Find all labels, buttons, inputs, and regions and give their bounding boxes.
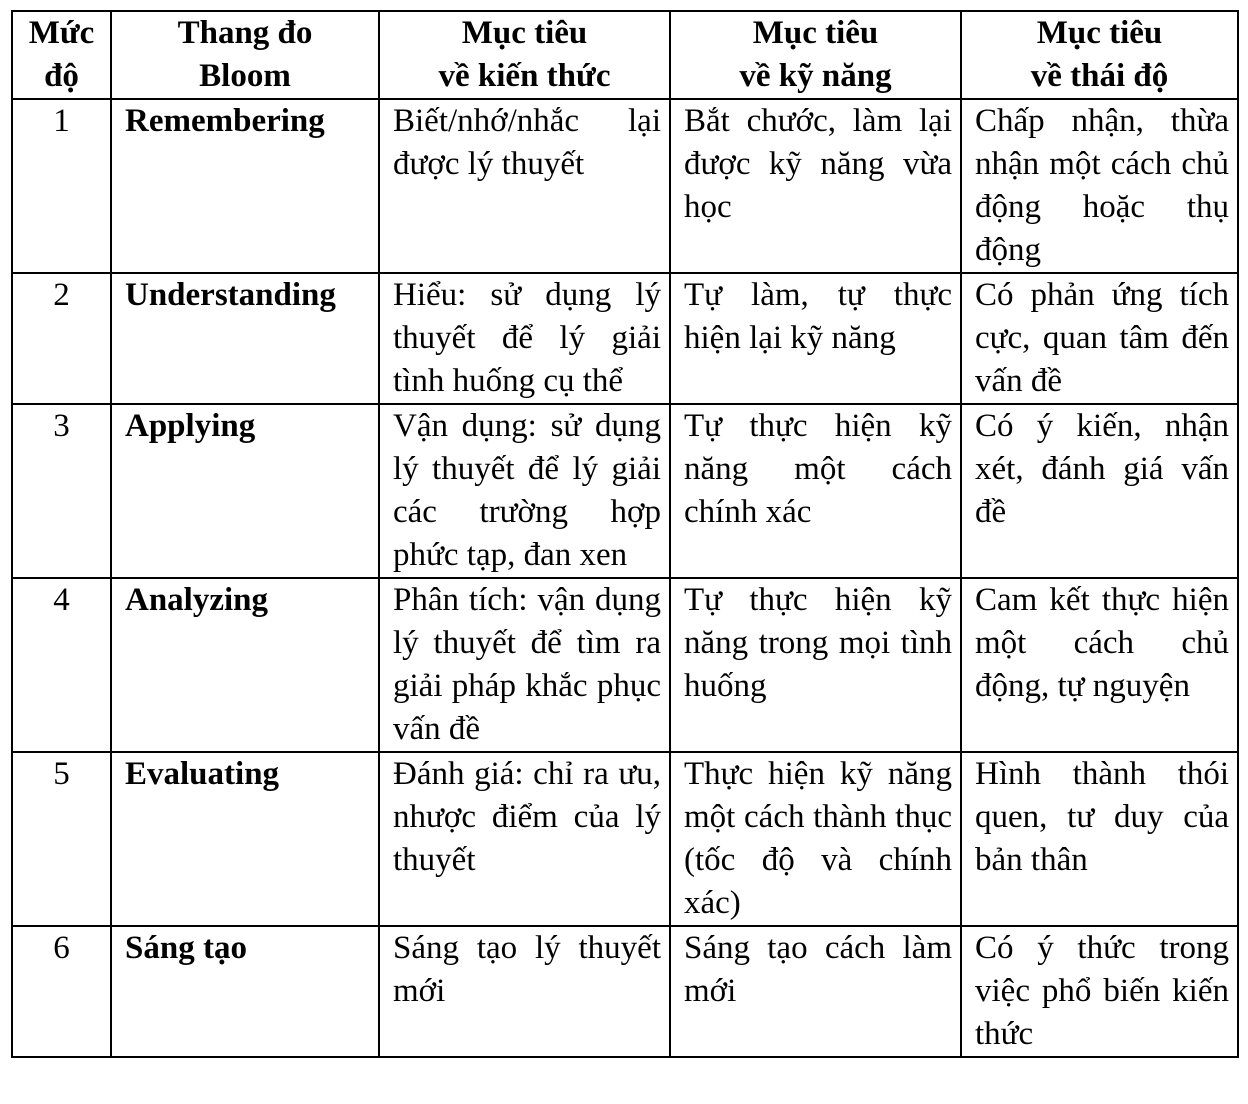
header-level-line-2: độ [44,58,79,94]
table-row [12,99,1238,273]
attitude-cell: Có phản ứng tích cực, quan tâm đến vấn đề [961,273,1238,404]
knowledge-cell: Phân tích: vận dụng lý thuyết để tìm ra giải pháp khắc phục vấn đề [379,578,670,752]
bloom-taxonomy-table [11,10,1239,1058]
skill-cell: Tự làm, tự thực hiện lại kỹ năng [670,273,961,404]
header-attitude-line-1: Mục tiêu [1036,15,1163,51]
header-skill-line-1: Mục tiêu [752,15,879,51]
header-level-line-1: Mức [28,15,95,51]
skill-cell: Sáng tạo cách làm mới [670,926,961,1057]
level-cell: 4 [12,578,111,752]
scale-cell: Applying [111,404,379,578]
level-cell: 3 [12,404,111,578]
knowledge-cell: Sáng tạo lý thuyết mới [379,926,670,1057]
header-knowledge [379,11,670,99]
attitude-cell: Có ý kiến, nhận xét, đánh giá vấn đề [961,404,1238,578]
header-attitude [961,11,1238,99]
table-row [12,752,1238,926]
knowledge-cell: Hiểu: sử dụng lý thuyết để lý giải tình huống cụ thể [379,273,670,404]
scale-cell: Understanding [111,273,379,404]
table-row [12,404,1238,578]
header-knowledge-line-2: về kiến thức [438,58,611,94]
scale-cell: Remembering [111,99,379,273]
scale-cell: Sáng tạo [111,926,379,1057]
level-cell: 2 [12,273,111,404]
skill-cell: Bắt chước, làm lại được kỹ năng vừa học [670,99,961,273]
attitude-cell: Cam kết thực hiện một cách chủ động, tự nguyện [961,578,1238,752]
header-scale [111,11,379,99]
header-knowledge-line-1: Mục tiêu [461,15,588,51]
header-scale-line-1: Thang đo [177,15,313,51]
table-header-row [12,11,1238,99]
table-row [12,578,1238,752]
table-row [12,273,1238,404]
skill-cell: Tự thực hiện kỹ năng trong mọi tình huống [670,578,961,752]
attitude-cell: Chấp nhận, thừa nhận một cách chủ động hoặc thụ động [961,99,1238,273]
scale-cell: Evaluating [111,752,379,926]
header-level [12,11,111,99]
table-row [12,926,1238,1057]
level-cell: 6 [12,926,111,1057]
header-skill-line-2: về kỹ năng [739,58,892,94]
header-skill [670,11,961,99]
knowledge-cell: Biết/nhớ/nhắc lại được lý thuyết [379,99,670,273]
header-attitude-line-2: về thái độ [1030,58,1169,94]
attitude-cell: Có ý thức trong việc phổ biến kiến thức [961,926,1238,1057]
knowledge-cell: Đánh giá: chỉ ra ưu, nhược điểm của lý thuyết [379,752,670,926]
scale-cell: Analyzing [111,578,379,752]
skill-cell: Tự thực hiện kỹ năng một cách chính xác [670,404,961,578]
attitude-cell: Hình thành thói quen, tư duy của bản thân [961,752,1238,926]
knowledge-cell: Vận dụng: sử dụng lý thuyết để lý giải các trường hợp phức tạp, đan xen [379,404,670,578]
header-scale-line-2: Bloom [199,58,291,94]
level-cell: 5 [12,752,111,926]
skill-cell: Thực hiện kỹ năng một cách thành thục (tốc độ và chính xác) [670,752,961,926]
level-cell: 1 [12,99,111,273]
